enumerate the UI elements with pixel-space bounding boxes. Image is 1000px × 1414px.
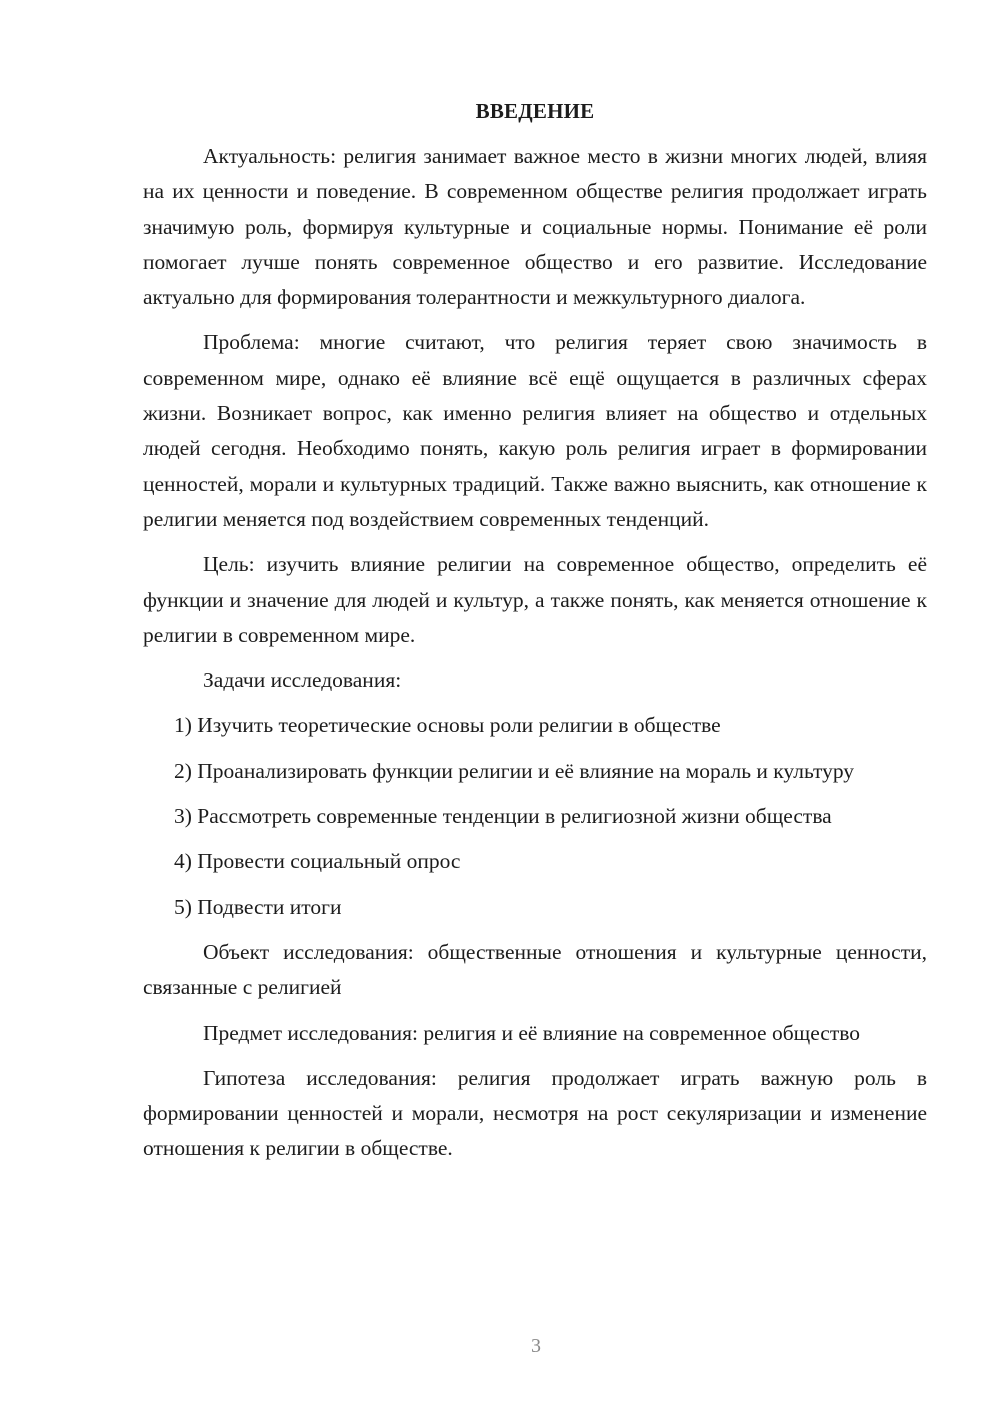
list-item: 1) Изучить теоретические основы роли религии в обществе [174,713,721,738]
list-item: 5) Подвести итоги [174,894,342,919]
object-paragraph: Объект исследования: общественные отношения и культурные ценности, связанные с религией [143,939,927,1000]
list-item: 4) Провести социальный опрос [174,849,461,874]
tasks-list [143,708,927,924]
page-content [143,98,927,1177]
relevance-paragraph: Актуальность: религия занимает важное место в жизни многих людей, влияя на их ценности и поведение. В современном обществе религия продолжает играть значимую роль, формируя культурные и социальные нормы. Понимание её роли помогает лучше понять современное общество и его развитие. Исследование актуально для формирования толерантности и межкультурного диалога. [143,144,927,310]
page-number: 3 [531,1335,541,1357]
tasks-title: Задачи исследования: [203,668,402,693]
section-heading: ВВЕДЕНИЕ [475,99,595,123]
goal-paragraph: Цель: изучить влияние религии на современное общество, определить её функции и значение для людей и культур, а также понять, как меняется отношение к религии в современном мире. [143,552,927,647]
list-item: 2) Проанализировать функции религии и её влияние на мораль и культуру [174,758,855,783]
list-item: 3) Рассмотреть современные тенденции в религиозной жизни общества [174,804,832,829]
problem-paragraph: Проблема: многие считают, что религия теряет свою значимость в современном мире, однако её влияние всё ещё ощущается в различных сферах жизни. Возникает вопрос, как именно религия влияет на общество и отдельных людей сегодня. Необходимо понять, какую роль религия играет в формировании ценностей, морали и культурных традиций. Также важно выяснить, как отношение к религии меняется под воздействием современных тенденций. [143,330,927,531]
subject-paragraph: Предмет исследования: религия и её влияние на современное общество [203,1020,860,1045]
hypothesis-paragraph: Гипотеза исследования: религия продолжает играть важную роль в формировании ценностей и морали, несмотря на рост секуляризации и изменение отношения к религии в обществе. [143,1065,927,1161]
